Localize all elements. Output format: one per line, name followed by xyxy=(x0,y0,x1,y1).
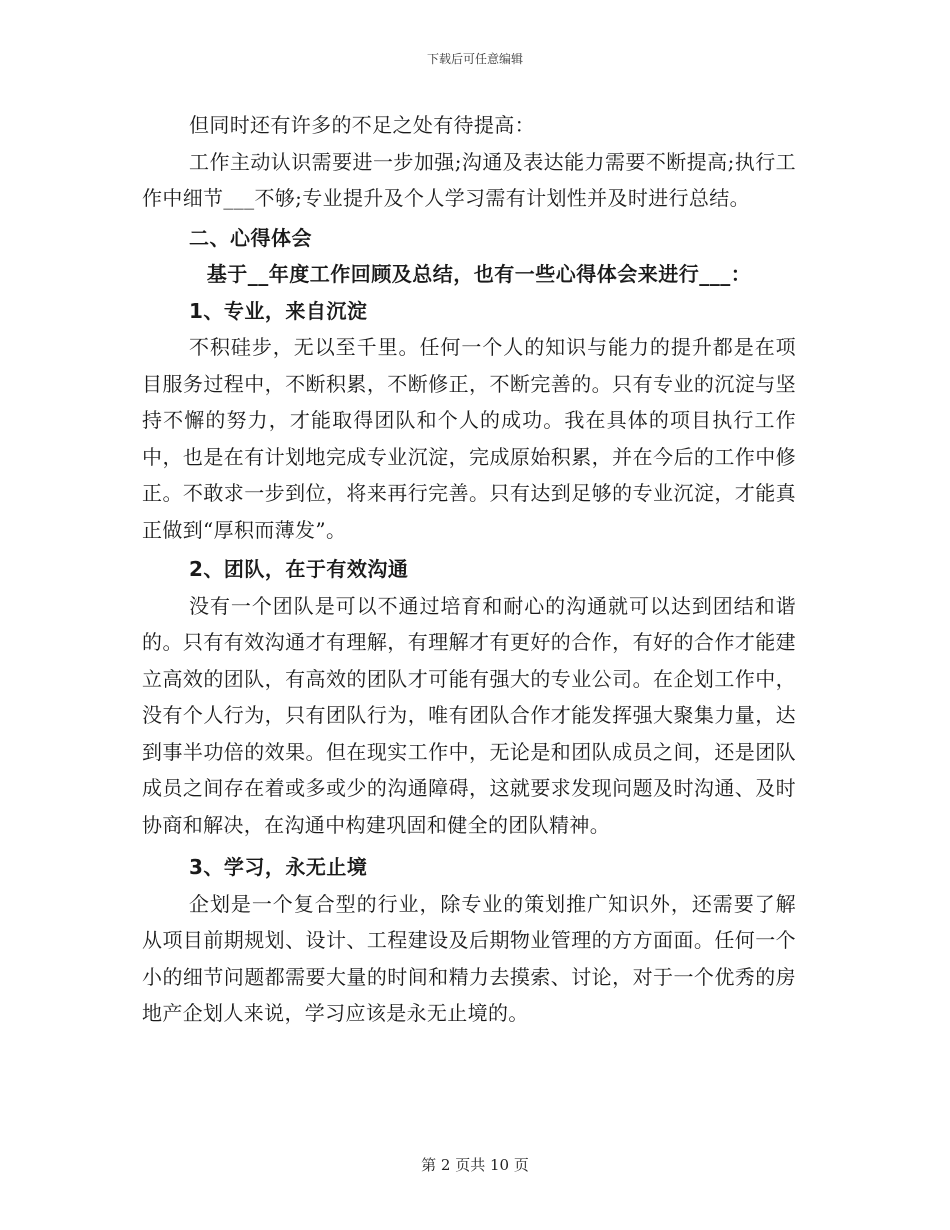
paragraph-professional: 不积硅步，无以至千里。任何一个人的知识与能力的提升都是在项目服务过程中，不断积累，不断修正，不断完善的。只有专业的沉淀与坚持不懈的努力，才能取得团队和个人的成功。我在具体的项目执行工作中，也是在有计划地完成专业沉淀，完成原始积累，并在今后的工作中修正。不敢求一步到位，将来再行完善。只有达到足够的专业沉淀，才能真正做到“厚积而薄发”。 xyxy=(142,335,796,542)
subheading-team: 2、团队，在于有效沟通 xyxy=(189,557,409,581)
subheading-learning: 3、学习，永无止境 xyxy=(189,855,368,879)
section-heading-experience: 二、心得体会 xyxy=(189,225,312,250)
paragraph-team: 没有一个团队是可以不通过培育和耐心的沟通就可以达到团结和谐的。只有有效沟通才有理解，有理解才有更好的合作，有好的合作才能建立高效的团队，有高效的团队才可能有强大的专业公司。在企划工作中，没有个人行为，只有团队行为，唯有团队合作才能发挥强大聚集力量，达到事半功倍的效果。但在现实工作中，无论是和团队成员之间，还是团队成员之间存在着或多或少的沟通障碍，这就要求发现问题及时沟通、及时协商和解决，在沟通中构建巩固和健全的团队精神。 xyxy=(142,593,796,837)
section-intro-line: 基于__年度工作回顾及总结，也有一些心得体会来进行___： xyxy=(206,262,752,286)
paragraph-shortcomings-intro: 但同时还有许多的不足之处有待提高： xyxy=(189,113,535,137)
subheading-professional: 1、专业，来自沉淀 xyxy=(189,298,368,323)
paragraph-shortcomings-list: 工作主动认识需要进一步加强;沟通及表达能力需要不断提高;执行工作中细节___不够;专业提升及个人学习需有计划性并及时进行总结。 xyxy=(142,149,796,210)
document-body xyxy=(142,107,796,1032)
page-header: 下载后可任意编辑 xyxy=(426,52,523,66)
paragraph-learning: 企划是一个复合型的行业，除专业的策划推广知识外，还需要了解从项目前期规划、设计、工程建设及后期物业管理的方方面面。任何一个小的细节问题都需要大量的时间和精力去摸索、讨论，对于一个优秀的房地产企划人来说，学习应该是永无止境的。 xyxy=(142,891,796,1025)
page-footer: 第 2 页共 10 页 xyxy=(421,1156,529,1174)
